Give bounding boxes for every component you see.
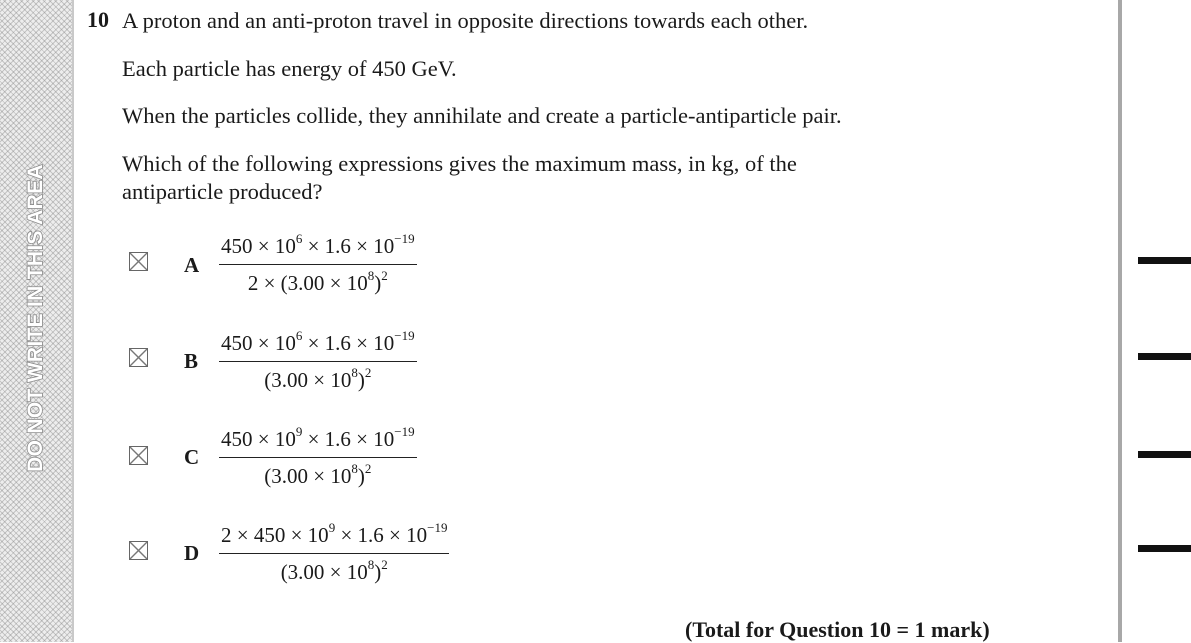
question-line-3: When the particles collide, they annihilate and create a particle-antiparticle pair. <box>122 103 842 128</box>
right-margin-rule <box>1118 0 1122 642</box>
option-b-checkbox[interactable] <box>129 348 148 367</box>
option-c-denominator: $(3.00 \times 10^8)^2$ <box>264 461 372 488</box>
question-line-2: Each particle has energy of 450 GeV. <box>122 56 457 81</box>
do-not-write-margin <box>0 0 74 642</box>
option-d-expression <box>219 520 449 585</box>
question-prompt-line-1: Which of the following expressions gives the maximum mass, in kg, of the <box>122 151 797 176</box>
option-c-checkbox[interactable] <box>129 446 148 465</box>
option-a-numerator: $450 \times 10^6 \times 1.6 \times 10^{-19}$ <box>219 234 417 265</box>
option-b-expression <box>219 328 417 393</box>
margin-warning-text: DO NOT WRITE IN THIS AREA <box>24 164 47 472</box>
question-total-marks: (Total for Question 10 = 1 mark) <box>685 617 990 642</box>
cross-box-icon <box>130 542 147 559</box>
tick-mark <box>1138 257 1191 264</box>
option-c-letter: C <box>184 445 200 469</box>
option-c-numerator: $450 \times 10^9 \times 1.6 \times 10^{-19}$ <box>219 427 417 458</box>
cross-box-icon <box>130 253 147 270</box>
tick-mark <box>1138 451 1191 458</box>
option-d-letter: D <box>184 541 200 565</box>
option-d-denominator: $(3.00 \times 10^8)^2$ <box>280 557 388 584</box>
question-prompt-line-2: antiparticle produced? <box>122 179 323 204</box>
tick-mark <box>1138 545 1191 552</box>
question-line-1: A proton and an anti-proton travel in opposite directions towards each other. <box>122 8 809 33</box>
question-prompt <box>122 150 797 206</box>
cross-box-icon <box>130 447 147 464</box>
option-c-expression <box>219 424 417 489</box>
option-b-denominator: $(3.00 \times 10^8)^2$ <box>264 365 372 392</box>
option-a-checkbox[interactable] <box>129 252 148 271</box>
tick-mark <box>1138 353 1191 360</box>
option-a-denominator: $2 \times (3.00 \times 10^8)^2$ <box>247 268 388 295</box>
option-a-letter: A <box>184 253 200 277</box>
question-number: 10 <box>87 7 109 32</box>
option-d-numerator: $2 \times 450 \times 10^9 \times 1.6 \times 10^{-19}$ <box>219 523 449 554</box>
option-b-letter: B <box>184 349 199 373</box>
cross-box-icon <box>130 349 147 366</box>
option-a-expression <box>219 231 417 296</box>
option-b-numerator: $450 \times 10^6 \times 1.6 \times 10^{-19}$ <box>219 331 417 362</box>
option-d-checkbox[interactable] <box>129 541 148 560</box>
